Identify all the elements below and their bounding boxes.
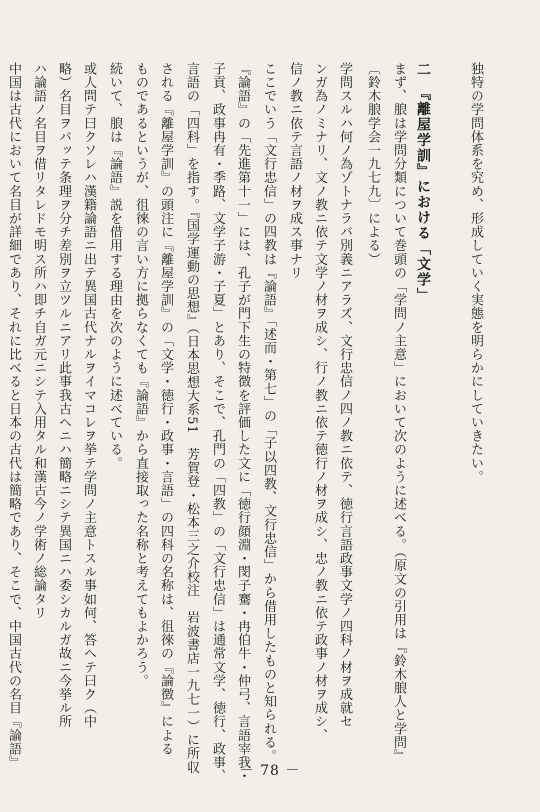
text-column: 中国は古代において名目が詳細であり、それに比べると日本の古代は簡略であり、そこで、中国古代の名目『論語』 — [6, 62, 21, 770]
quote-column: 略）名目ヲバッテ条理ヲ分チ差別ヲ立ツルニアリ此事我古ヘニハ簡略ニシテ異国ニハ委シカルガ故ニ今挙ル所 — [56, 62, 71, 729]
text-column: 『論語』の「先進第十一」には、孔子が門下生の特徴を評価した文に「徳行顔淵・閔子騫・冉伯牛・仲弓、言語宰我・ — [235, 62, 250, 783]
text-column: ものであるというが、徂徠の言い方に拠らなくても『論語』から直接取った名称と考えてもよかろう。 — [133, 62, 148, 688]
text-column: される『離屋学訓』の頭注に『離屋学訓』の「文学・徳行・政事・言語」の四科の名称は、徂徠の『論徴』による — [158, 62, 173, 756]
quote-column: 信ノ教ニ依テ言語ノ材ヲ成ス事ナリ — [287, 62, 302, 280]
page-number: － 78 － — [239, 763, 301, 779]
quote-column: 学問スルハ何ノ為ゾトナラバ別義ニアラズ、文行忠信ノ四ノ教ニ依テ、徳行言語政事文学ノ四科ノ材ヲ成就セ — [337, 62, 352, 729]
quote-column: ンガ為ノミナリ、文ノ教ニ依テ文学ノ材ヲ成シ、行ノ教ニ依テ徳行ノ材ヲ成シ、忠ノ教ニ依テ政事ノ材ヲ成シ、 — [312, 62, 327, 742]
text-column: ここでいう「文行忠信」の四教は『論語』「述而・第七」の「子以四教、文行忠信」から借用したものと知られる。 — [261, 62, 276, 763]
text-column: 続いて、朖は『論語』説を借用する理由を次のように述べている。 — [107, 62, 122, 470]
text-column: 言語の「四科」を指す。『国学運動の思想』（日本思想大系51 芳賀登・松本三之介校注 岩波書店一九七一）に所収 — [184, 62, 199, 774]
section-heading: 二 『離屋学訓』における「文学」 — [415, 62, 431, 303]
quote-column: ハ論語ノ名目ヲ借リタレドモ明ス所ハ即チ自ガ元ニシテ入用タル和漢古今ノ学術ノ総論タリ — [31, 62, 46, 620]
quote-column: 或人問テ曰クソレハ漢籍論語ニ出テ異国古代ナルヲイマコレヲ挙テ学問ノ主意トスル事如何、答ヘテ曰ク（中 — [81, 62, 96, 729]
text-column: 子貢、政事冉有・季路、文学子游・子夏」とあり、そこで、孔門の「四教」の「文行忠信」は通常文学、徳行、政事、 — [210, 62, 225, 783]
text-column: 独特の学問体系を究め、形成していく実態を明らかにしていきたい。 — [468, 62, 483, 484]
text-column: 〔鈴木朖学会一九七九〕による） — [365, 62, 380, 266]
text-column: まず、朖は学問分類について巻頭の「学問ノ主意」において次のように述べる。（原文の引用は『鈴木朖人と学問』 — [391, 62, 406, 763]
